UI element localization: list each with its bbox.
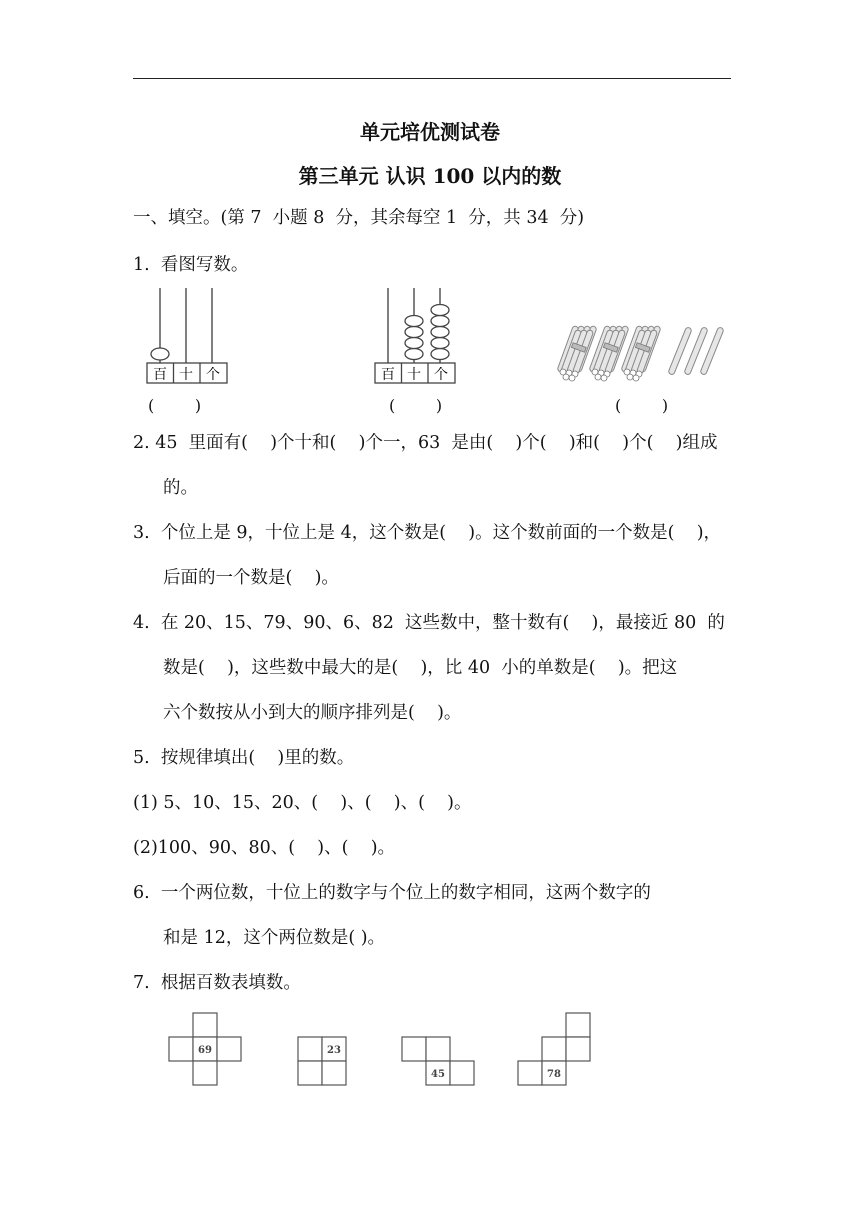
grid-number: 23: [327, 1045, 341, 1056]
page-subtitle: 第三单元 认识 100 以内的数: [298, 164, 562, 188]
hundred-chart-grid-2: [297, 1036, 351, 1088]
abacus-label-ones: 个: [434, 367, 448, 383]
abacus-bead: [151, 348, 169, 360]
question-3-line2: 后面的一个数是( )。: [163, 568, 339, 588]
question-1-text: 1. 看图写数。: [133, 255, 249, 275]
hundred-chart-grid-4: [517, 1012, 595, 1088]
loose-sticks: [668, 327, 724, 376]
question-5-text: 5. 按规律填出( )里的数。: [133, 748, 355, 768]
abacus-label-ones: 个: [206, 367, 220, 383]
abacus-2: [368, 283, 468, 388]
page-title: 单元培优测试卷: [360, 120, 500, 144]
abacus-label-tens: 十: [407, 367, 421, 383]
question-2-line1: 2. 45 里面有( )个十和( )个一，63 是由( )个( )和( )个( )组成: [133, 433, 718, 453]
answer-blank-3[interactable]: ( ): [615, 396, 669, 415]
question-4-line1: 4. 在 20、15、79、90、6、82 这些数中，整十数有( )，最接近 80 的: [133, 613, 725, 633]
question-7-text: 7. 根据百数表填数。: [133, 973, 301, 993]
grid-number: 78: [547, 1069, 561, 1080]
abacus-label-hundreds: 百: [153, 367, 167, 383]
question-3-line1: 3. 个位上是 9，十位上是 4，这个数是( )。这个数前面的一个数是( )，: [133, 523, 722, 543]
question-6-line1: 6. 一个两位数，十位上的数字与个位上的数字相同，这两个数字的: [133, 883, 651, 903]
ones-beads: [431, 305, 449, 360]
section-heading: 一、填空。(第 7 小题 8 分，其余每空 1 分，共 34 分): [133, 208, 585, 228]
question-4-line3: 六个数按从小到大的顺序排列是( )。: [163, 703, 462, 723]
hundred-chart-grid-3: [401, 1036, 479, 1088]
question-2-line2: 的。: [163, 478, 198, 498]
stick-bundle-1: [557, 325, 597, 381]
question-4-line2: 数是( )，这些数中最大的是( )，比 40 小的单数是( )。把这: [163, 658, 678, 678]
abacus-label-hundreds: 百: [381, 367, 395, 383]
answer-blank-2[interactable]: ( ): [389, 396, 443, 415]
tens-beads: [405, 316, 423, 360]
hundred-chart-grid-1: [168, 1012, 246, 1088]
grid-number: 69: [198, 1045, 212, 1056]
grid-number: 45: [431, 1069, 445, 1080]
abacus-label-tens: 十: [179, 367, 193, 383]
question-6-line2: 和是 12，这个两位数是( )。: [163, 928, 386, 948]
header-rule: [133, 78, 731, 79]
question-5-part1: (1) 5、10、15、20、( )、( )、( )。: [133, 793, 472, 813]
stick-bundles-image: [555, 320, 735, 390]
abacus-1: [140, 283, 240, 388]
question-5-part2: (2)100、90、80、( )、( )。: [133, 838, 396, 858]
answer-blank-1[interactable]: ( ): [148, 396, 202, 415]
